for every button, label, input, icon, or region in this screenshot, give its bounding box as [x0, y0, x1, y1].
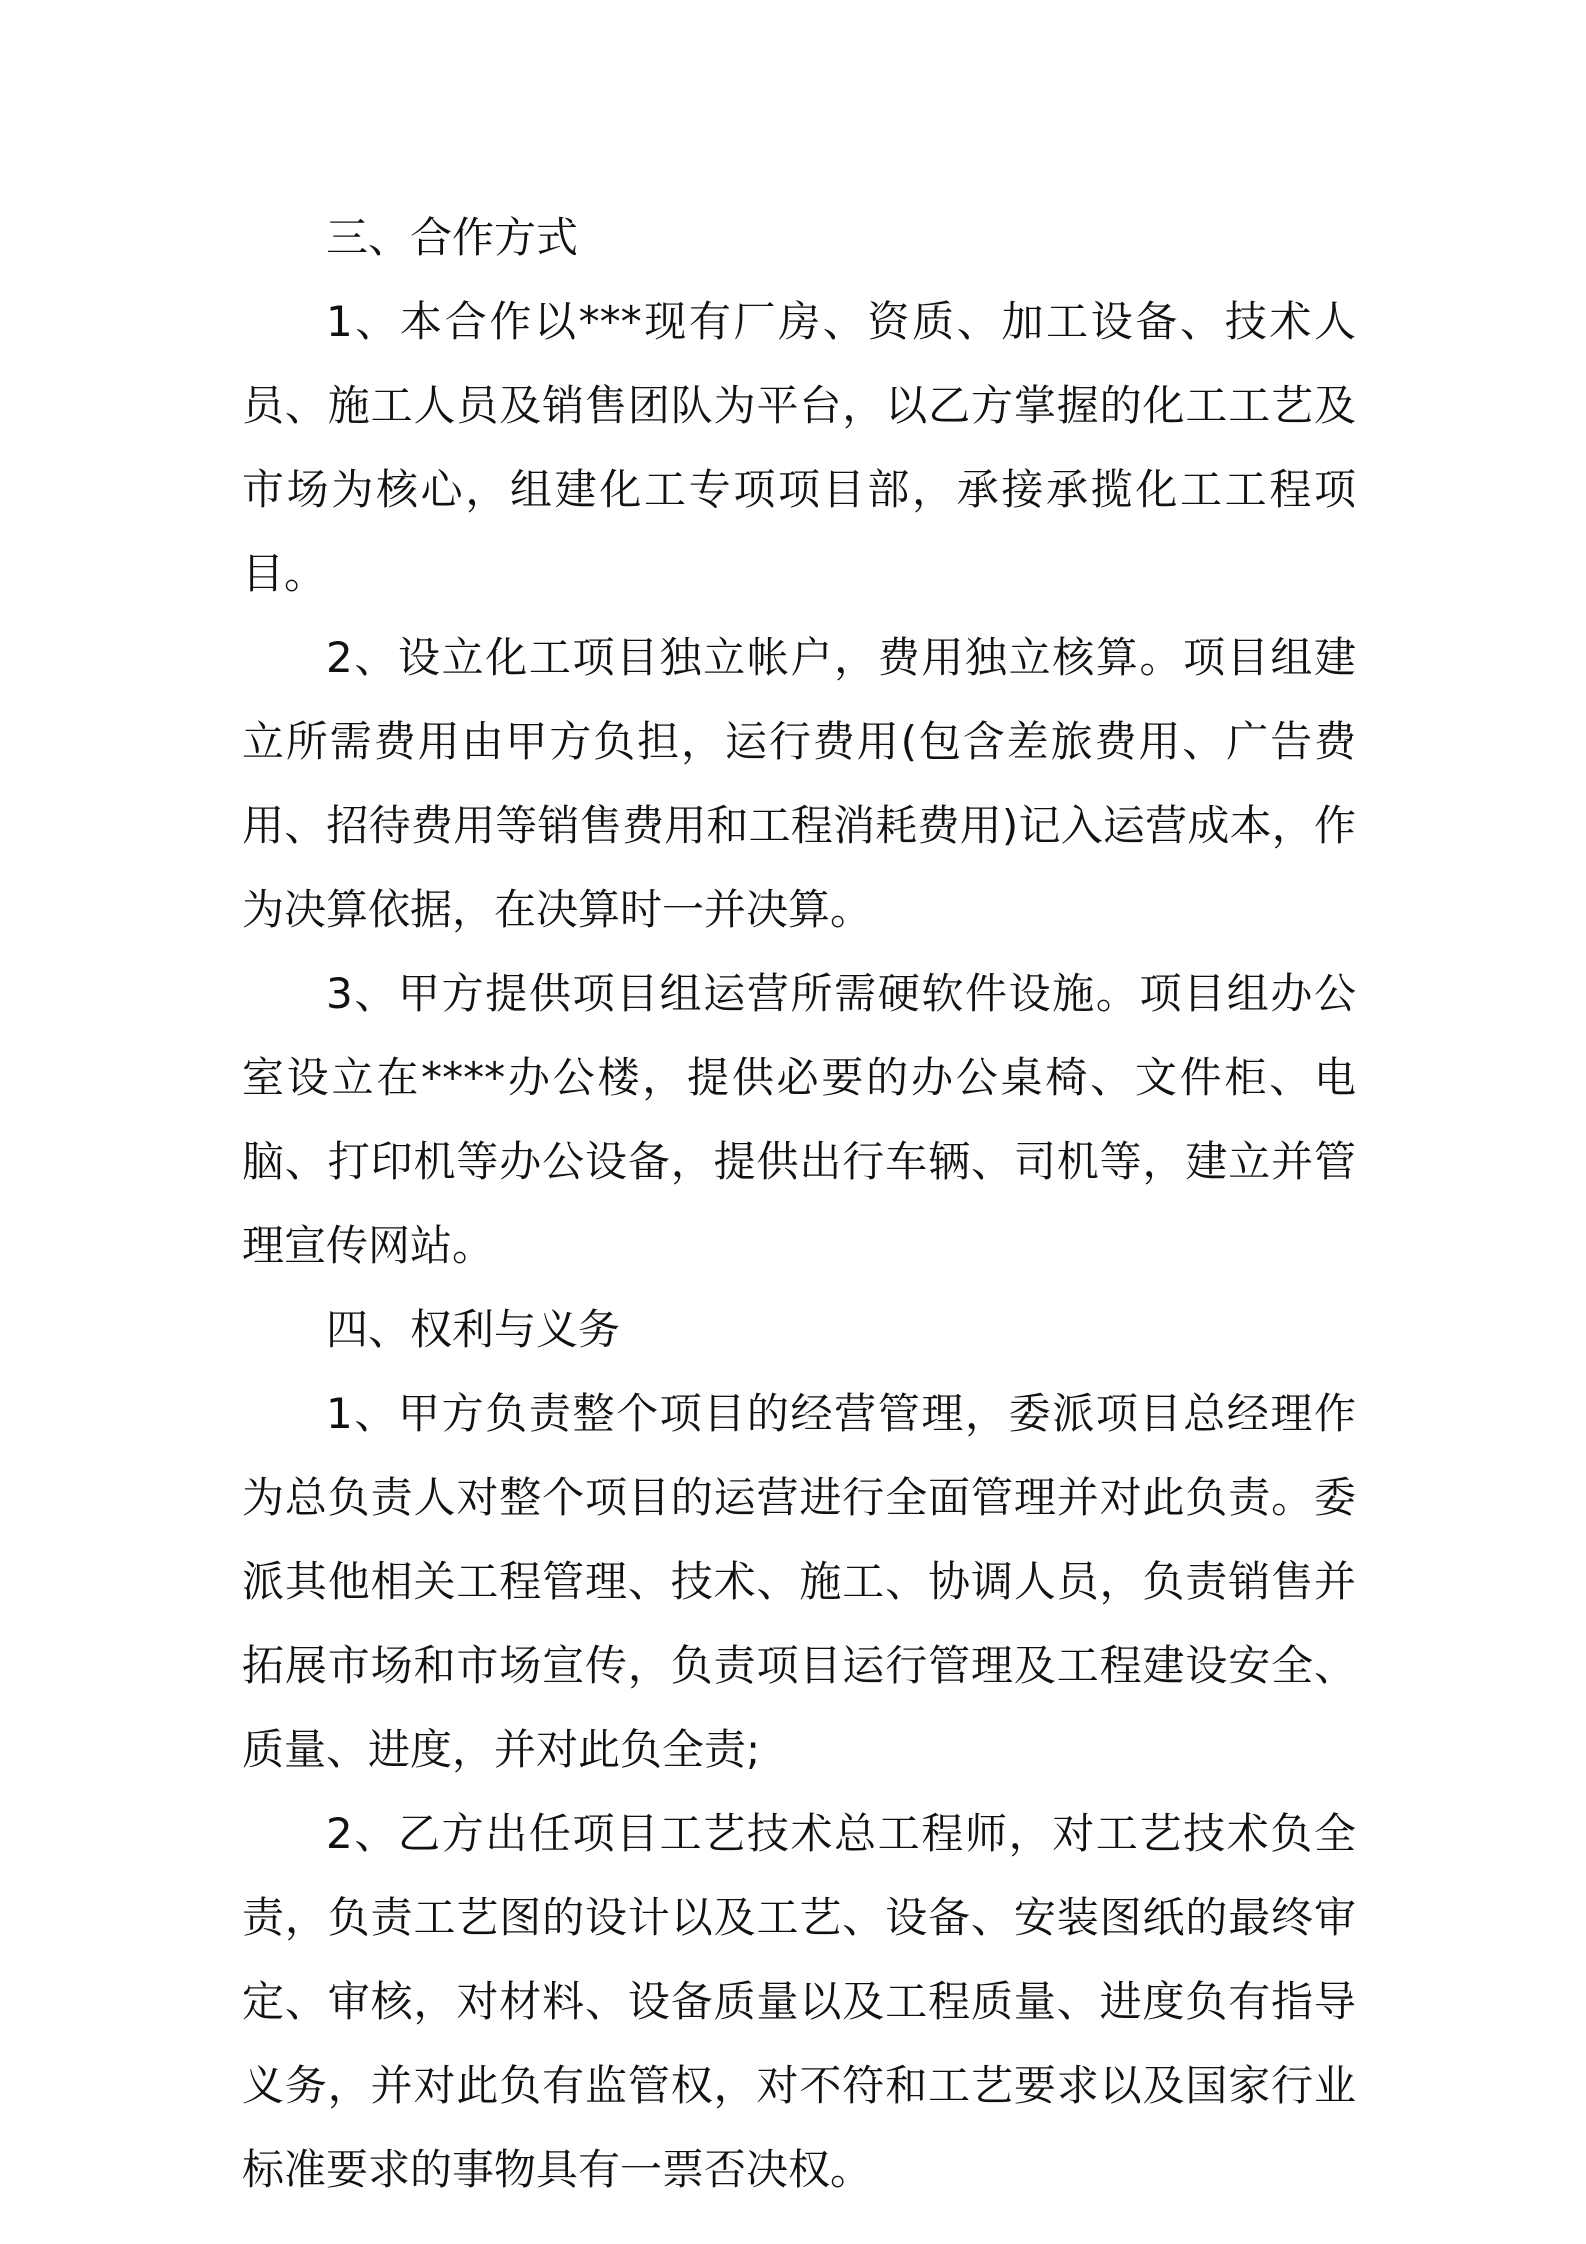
paragraph: 2、乙方出任项目工艺技术总工程师，对工艺技术负全责，负责工艺图的设计以及工艺、设备、安装图纸的最终审定、审核，对材料、设备质量以及工程质量、进度负有指导义务，并对此负有监管权，对不符和工艺要求以及国家行业标准要求的事物具有一票否决权。: [242, 1809, 1356, 2194]
document-body: [242, 196, 1356, 2212]
paragraph: 1、甲方负责整个项目的经营管理，委派项目总经理作为总负责人对整个项目的运营进行全面管理并对此负责。委派其他相关工程管理、技术、施工、协调人员，负责销售并拓展市场和市场宣传，负责项目运行管理及工程建设安全、质量、进度，并对此负全责;: [242, 1389, 1356, 1774]
section-heading-cooperation: 三、合作方式: [326, 213, 579, 262]
paragraph: 1、本合作以***现有厂房、资质、加工设备、技术人员、施工人员及销售团队为平台，以乙方掌握的化工工艺及市场为核心，组建化工专项项目部，承接承揽化工工程项目。: [242, 297, 1356, 598]
section-heading-rights: 四、权利与义务: [326, 1305, 621, 1354]
paragraph: 3、甲方提供项目组运营所需硬软件设施。项目组办公室设立在****办公楼，提供必要的办公桌椅、文件柜、电脑、打印机等办公设备，提供出行车辆、司机等，建立并管理宣传网站。: [242, 969, 1356, 1270]
paragraph: 2、设立化工项目独立帐户，费用独立核算。项目组建立所需费用由甲方负担，运行费用(包含差旅费用、广告费用、招待费用等销售费用和工程消耗费用)记入运营成本，作为决算依据，在决算时一并决算。: [242, 633, 1356, 934]
